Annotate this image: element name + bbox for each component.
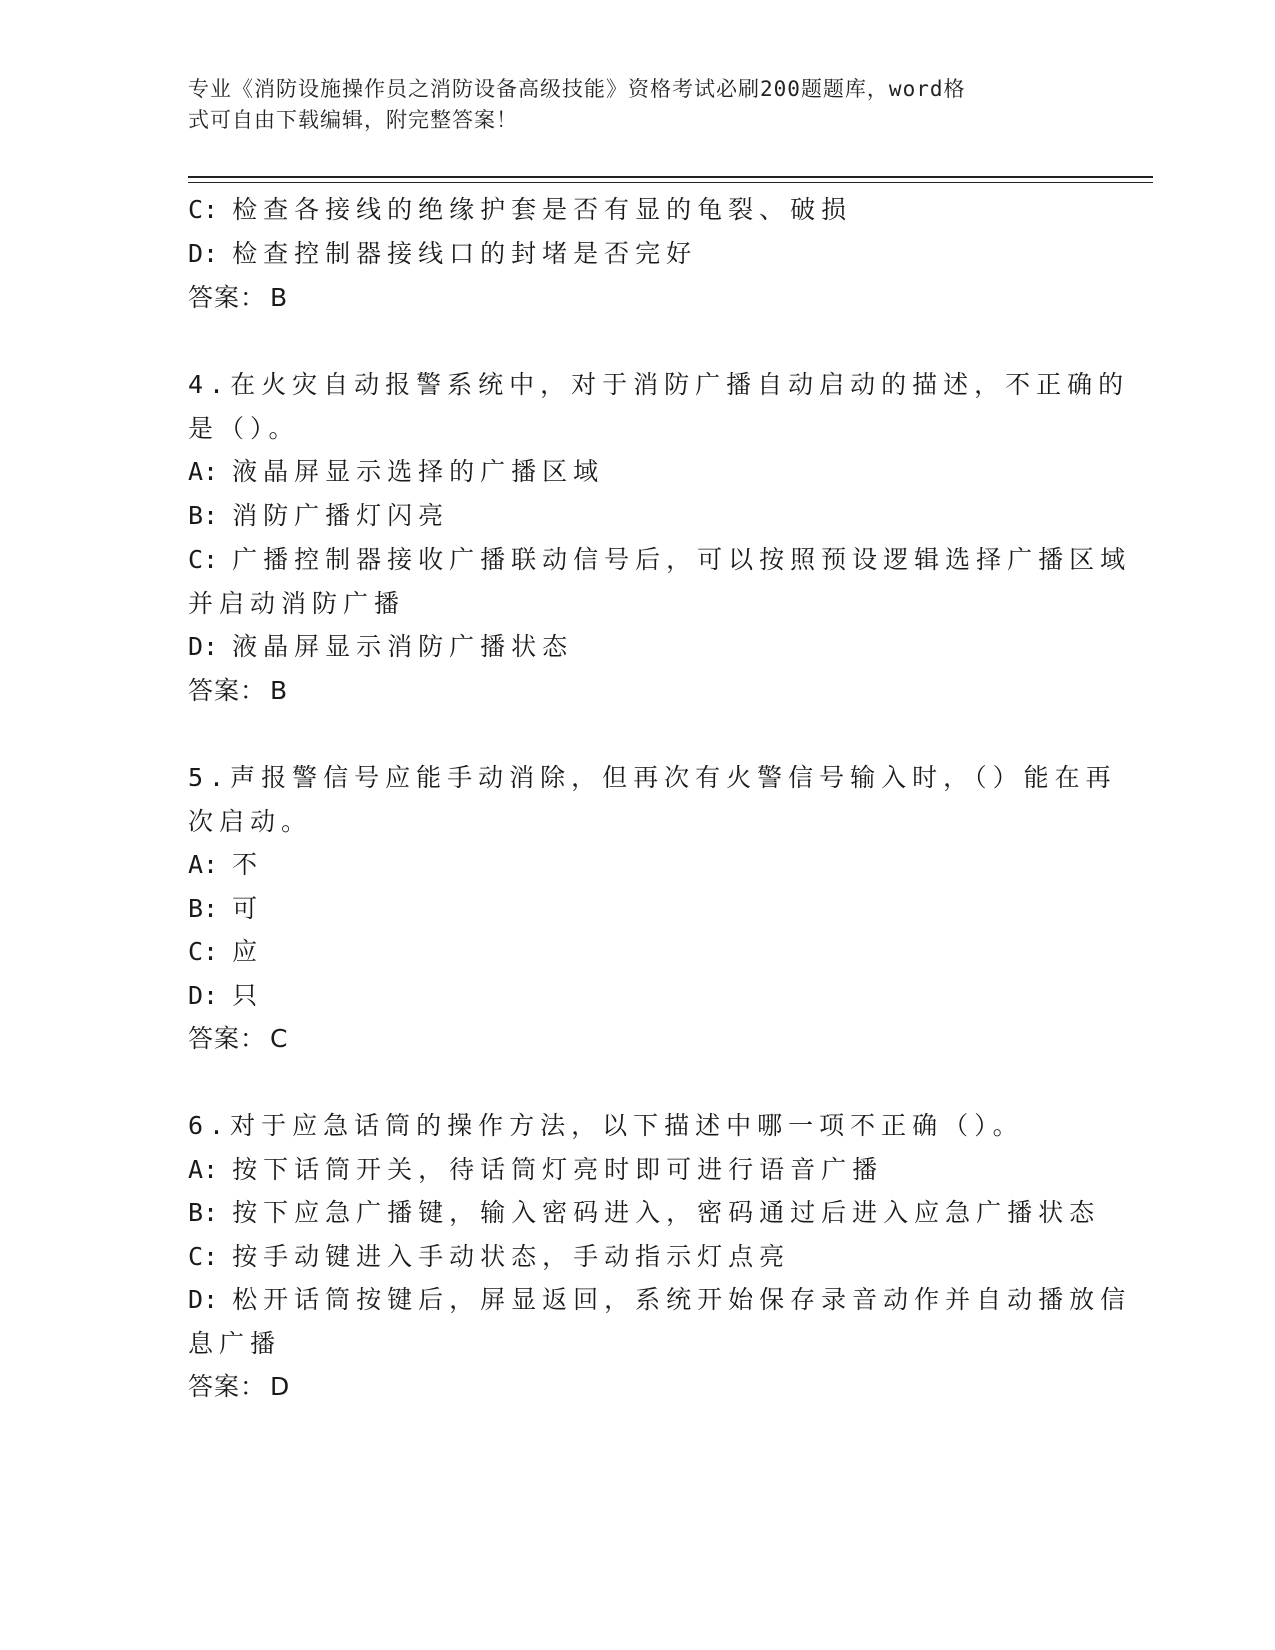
option-letter: D: — [188, 981, 219, 1010]
option-text: 只 — [232, 981, 264, 1010]
q5-answer — [188, 1022, 288, 1056]
q6-option-b — [188, 1196, 1100, 1230]
option-letter: D: — [188, 239, 219, 268]
q4-option-d — [188, 630, 573, 664]
document-header — [188, 74, 1088, 136]
option-letter: B: — [188, 894, 219, 923]
q6-option-d — [188, 1283, 1131, 1317]
option-letter: B: — [188, 1198, 219, 1227]
option-text: 按下话筒开关，待话筒灯亮时即可进行语音广播 — [232, 1155, 884, 1184]
header-divider-thick — [188, 176, 1153, 178]
q5-option-c — [188, 935, 263, 969]
q6-option-d-continued: 息广播 — [188, 1329, 282, 1358]
option-letter: B: — [188, 501, 219, 530]
answer-value: B — [270, 676, 289, 705]
answer-value: B — [270, 283, 289, 312]
option-text: 不 — [232, 850, 264, 879]
option-text: 广播控制器接收广播联动信号后，可以按照预设逻辑选择广播区域 — [232, 545, 1132, 574]
q5-option-a — [188, 848, 263, 882]
prev-answer — [188, 281, 288, 315]
option-text: 松开话筒按键后，屏显返回，系统开始保存录音动作并自动播放信 — [232, 1285, 1132, 1314]
option-letter: C: — [188, 545, 219, 574]
q5-option-b — [188, 892, 263, 926]
option-text: 按手动键进入手动状态，手动指示灯点亮 — [232, 1242, 791, 1271]
q4-option-a — [188, 455, 604, 489]
q5-option-d — [188, 979, 263, 1013]
option-letter: C: — [188, 937, 219, 966]
q6-option-a — [188, 1153, 883, 1187]
q4-stem-line-1: 4.在火灾自动报警系统中，对于消防广播自动启动的描述，不正确的 — [188, 370, 1130, 399]
option-letter: C: — [188, 195, 219, 224]
answer-value: D — [270, 1372, 291, 1401]
option-text: 液晶屏显示选择的广播区域 — [232, 457, 605, 486]
option-text: 检查各接线的绝缘护套是否有显的龟裂、破损 — [232, 195, 853, 224]
option-text: 应 — [232, 937, 264, 966]
header-line-2: 式可自由下载编辑，附完整答案！ — [188, 108, 518, 132]
option-letter: A: — [188, 850, 219, 879]
option-text: 液晶屏显示消防广播状态 — [232, 632, 574, 661]
option-letter: A: — [188, 1155, 219, 1184]
q5-stem-line-2: 次启动。 — [188, 807, 313, 836]
q4-option-c-continued: 并启动消防广播 — [188, 589, 406, 618]
answer-value: C — [270, 1024, 289, 1053]
option-text: 可 — [232, 894, 264, 923]
option-letter: D: — [188, 1285, 219, 1314]
answer-label: 答案： — [188, 1024, 267, 1053]
q6-option-c — [188, 1240, 790, 1274]
q6-answer — [188, 1370, 290, 1404]
header-line-1: 专业《消防设施操作员之消防设备高级技能》资格考试必刷200题题库，word格 — [188, 77, 966, 101]
answer-label: 答案： — [188, 676, 267, 705]
q4-option-c — [188, 543, 1131, 577]
header-divider-thin — [188, 182, 1153, 183]
q4-answer — [188, 674, 288, 708]
q4-option-b — [188, 499, 449, 533]
option-text: 消防广播灯闪亮 — [232, 501, 450, 530]
option-letter: A: — [188, 457, 219, 486]
option-letter: D: — [188, 632, 219, 661]
prev-option-c — [188, 193, 852, 227]
q6-stem-line-1: 6.对于应急话筒的操作方法，以下描述中哪一项不正确（）。 — [188, 1111, 1024, 1140]
option-letter: C: — [188, 1242, 219, 1271]
option-text: 检查控制器接线口的封堵是否完好 — [232, 239, 698, 268]
q5-stem-line-1: 5.声报警信号应能手动消除，但再次有火警信号输入时，（）能在再 — [188, 763, 1117, 792]
q4-stem-line-2: 是（）。 — [188, 414, 300, 443]
answer-label: 答案： — [188, 283, 267, 312]
answer-label: 答案： — [188, 1372, 267, 1401]
option-text: 按下应急广播键，输入密码进入，密码通过后进入应急广播状态 — [232, 1198, 1101, 1227]
prev-option-d — [188, 237, 697, 271]
